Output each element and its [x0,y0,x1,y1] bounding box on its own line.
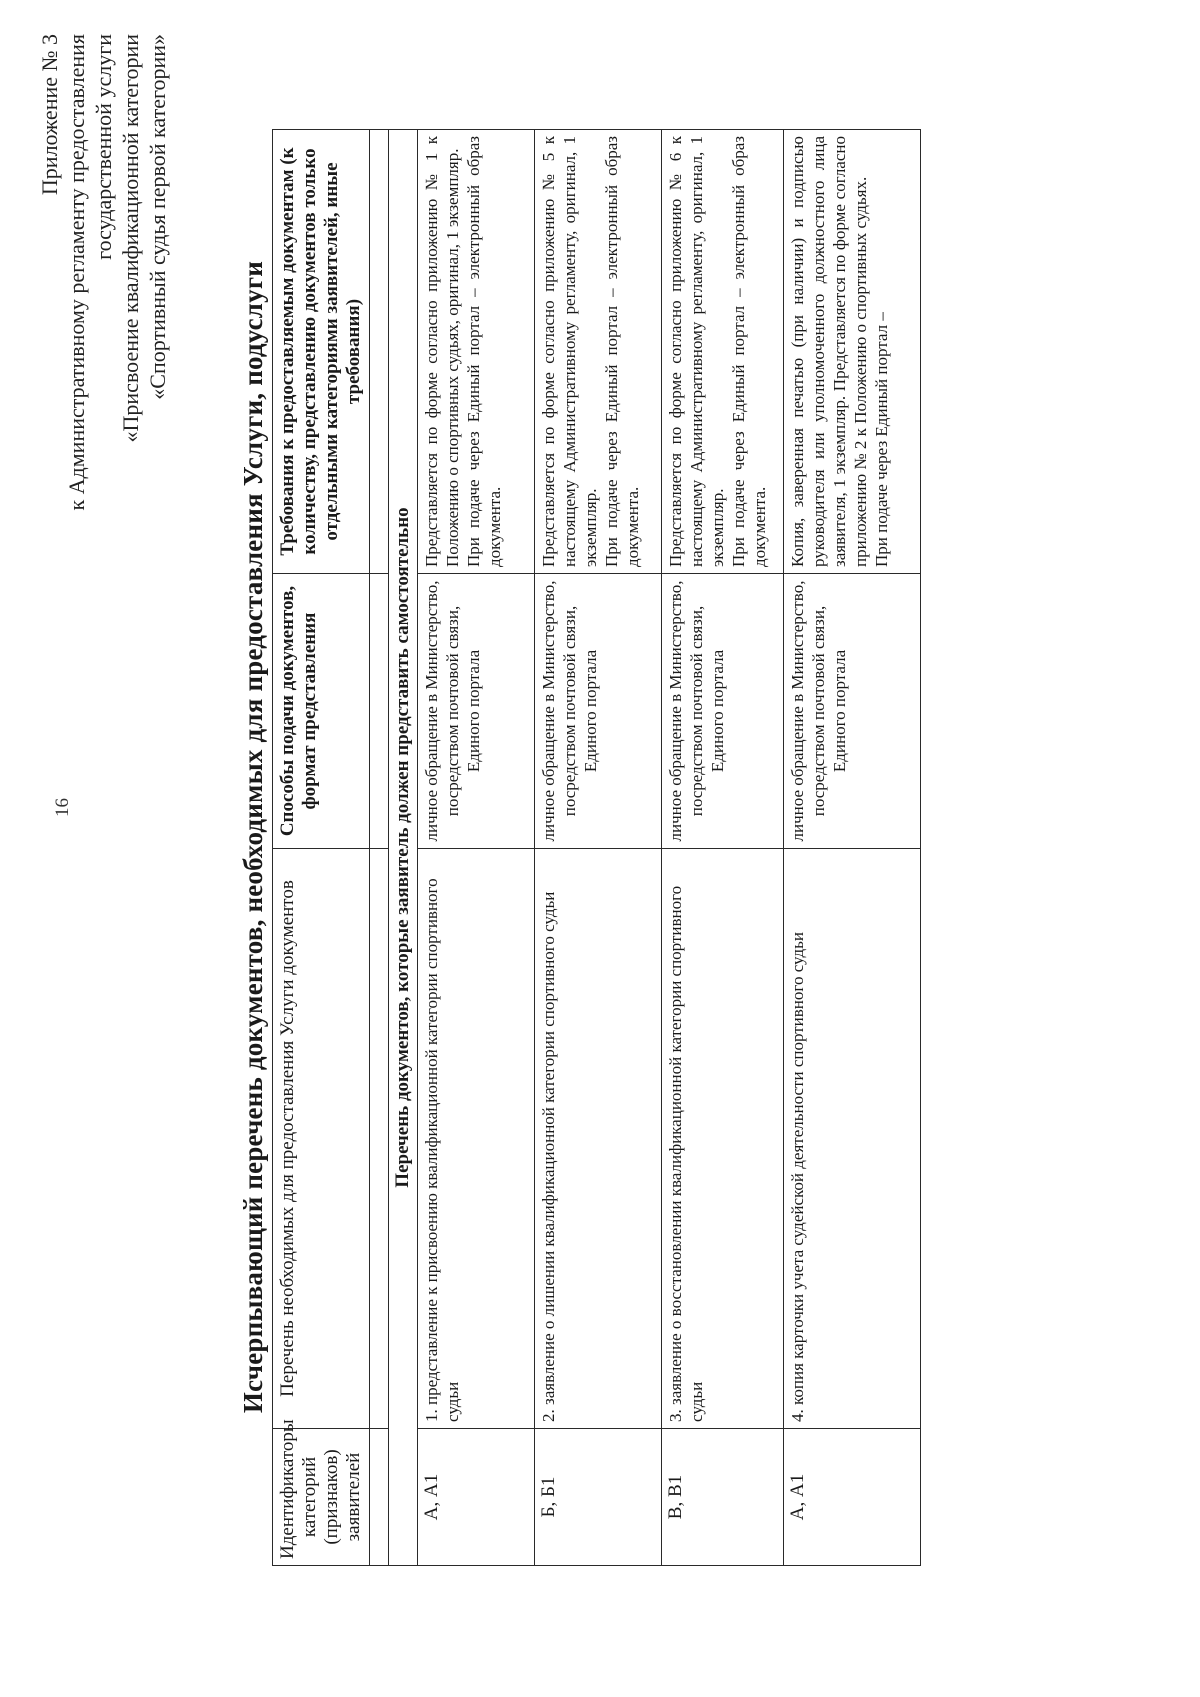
document-cell: 1. представление к присвоению квалификационной категории спортивного судьи [418,849,535,1429]
table-row [535,130,662,1566]
column-header-methods: Способы подачи документов, формат представления [273,574,370,849]
requirements-cell [535,130,662,574]
appendix-header-line: «Спортивный судья первой категории» [145,34,170,400]
document-cell: 3. заявление о восстановлении квалификационной категории спортивного судьи [662,849,784,1429]
table-spacer-row [370,130,389,1566]
document-title: Исчерпывающий перечень документов, необходимых для предоставления Услуги, подуслуги [238,260,268,1414]
requirement-text: Представляется по форме согласно приложению № 5 к настоящему Административному регламенту, оригинал, 1 экземпляр. [539,136,600,567]
appendix-header-line: «Присвоение квалификационной категории [118,34,143,443]
identifier-cell: А, А1 [418,1429,535,1566]
requirement-text: При подаче через Единый портал – электронный образ документа. [602,136,642,567]
column-header-identifiers: Идентификаторы категорий (признаков) заявителей [273,1429,370,1566]
spacer-cell [370,1429,389,1566]
requirement-text: При подаче через Единый портал – электронный образ документа. [464,136,504,567]
requirements-cell [662,130,784,574]
appendix-header-line: к Административному регламенту предоставления [64,34,89,511]
requirement-text: При подаче через Единый портал – [872,312,891,567]
method-cell: личное обращение в Министерство, посредством почтовой связи, Единого портала [418,574,535,849]
column-header-documents: Перечень необходимых для предоставления Услуги документов [273,849,370,1429]
requirement-text: Представляется по форме согласно приложению № 1 к Положению о спортивных судьях, оригинал, 1 экземпляр. [422,136,462,567]
method-cell: личное обращение в Министерство, посредством почтовой связи, Единого портала [662,574,784,849]
requirements-cell [784,130,921,574]
table-row [784,130,921,1566]
requirement-text: Представляется по форме согласно приложению № 6 к настоящему Административному регламенту, оригинал, 1 экземпляр. [666,136,727,567]
requirement-text: Копия, заверенная печатью (при наличии) и подписью руководителя или уполномоченного должностного лица заявителя, 1 экземпляр. Представляется по форме согласно приложению № 2 к Положению о спортивных судьях. [788,136,870,567]
requirements-cell [418,130,535,574]
documents-table [272,129,921,1566]
section-title: Перечень документов, которые заявитель должен представить самостоятельно [389,130,418,1566]
table-section-row [389,130,418,1566]
table-row [418,130,535,1566]
document-cell: 4. копия карточки учета судейской деятельности спортивного судьи [784,849,921,1429]
document-cell: 2. заявление о лишении квалификационной категории спортивного судьи [535,849,662,1429]
appendix-header-line: государственной услуги [91,34,116,260]
method-cell: личное обращение в Министерство, посредством почтовой связи, Единого портала [784,574,921,849]
column-header-requirements: Требования к предоставляемым документам (к количеству, представлению документов только отдельными категориями заявителей, иные требования) [273,130,370,574]
requirement-text: При подаче через Единый портал – электронный образ документа. [729,136,769,567]
appendix-header-line: Приложение № 3 [37,34,62,196]
identifier-cell: В, В1 [662,1429,784,1566]
spacer-cell [370,574,389,849]
table-header-row [273,130,370,1566]
appendix-header [36,34,171,754]
method-cell: личное обращение в Министерство, посредством почтовой связи, Единого портала [535,574,662,849]
page-number: 16 [52,798,73,817]
spacer-cell [370,849,389,1429]
identifier-cell: Б, Б1 [535,1429,662,1566]
table-row [662,130,784,1566]
identifier-cell: А, А1 [784,1429,921,1566]
spacer-cell [370,130,389,574]
